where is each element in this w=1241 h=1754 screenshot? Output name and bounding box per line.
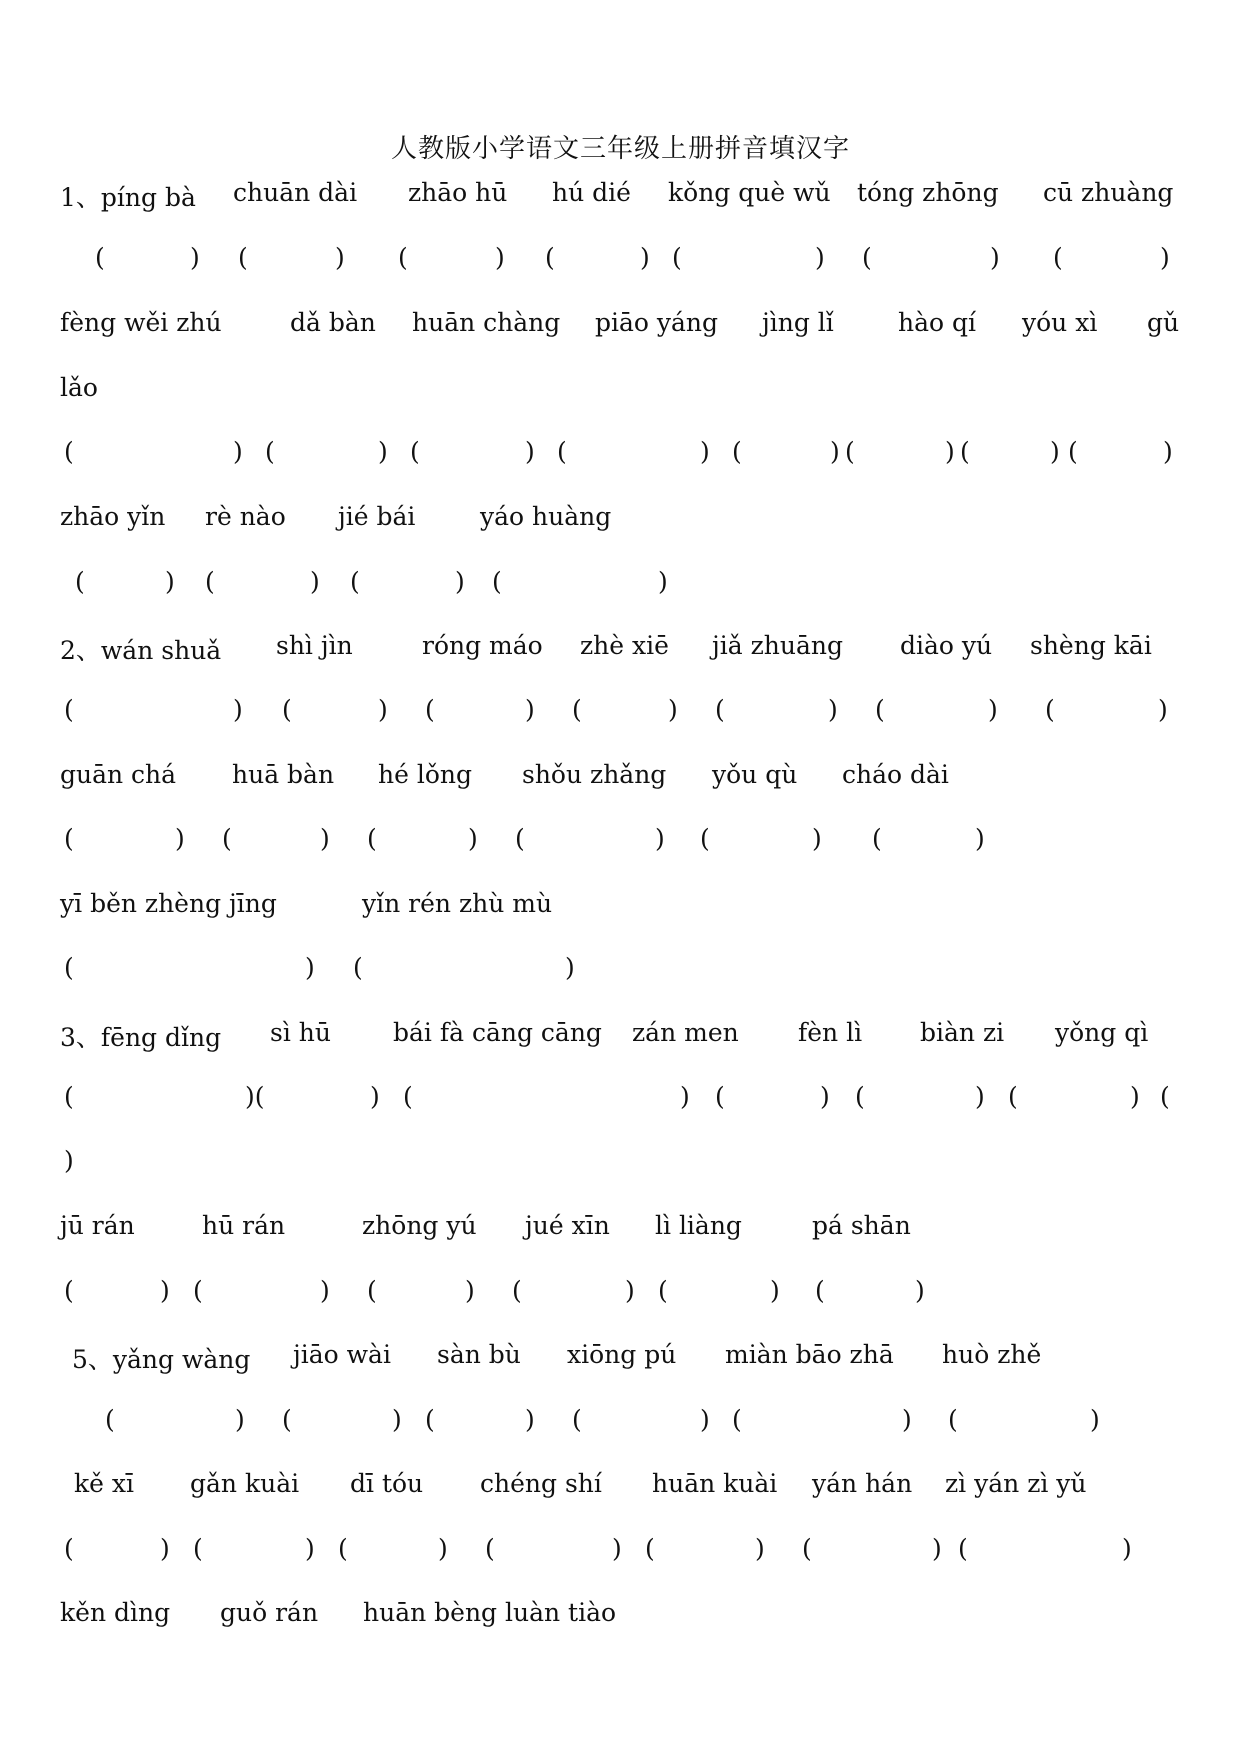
- pinyin-word: piāo yáng: [595, 308, 719, 337]
- answer-blank-paren: ): [915, 1276, 925, 1305]
- answer-blank-paren: ): [1130, 1082, 1140, 1111]
- answer-blank-paren: (: [732, 437, 742, 466]
- pinyin-word: huān kuài: [652, 1469, 778, 1498]
- answer-blank-paren: ): [392, 1405, 402, 1434]
- answer-blank-paren: (: [960, 437, 970, 466]
- answer-blank-paren: ): [233, 695, 243, 724]
- pinyin-word: zhōng yú: [362, 1211, 477, 1240]
- answer-blank-paren: ): [175, 824, 185, 853]
- answer-blank-paren: ): [305, 1534, 315, 1563]
- answer-blank-paren: ): [320, 1276, 330, 1305]
- answer-blank-paren: ): [495, 243, 505, 272]
- answer-blank-paren: (: [75, 567, 85, 596]
- pinyin-word: pá shān: [812, 1211, 911, 1240]
- answer-blank-paren: (: [282, 1405, 292, 1434]
- answer-blank-paren: (: [572, 695, 582, 724]
- pinyin-word: hū rán: [202, 1211, 286, 1240]
- answer-blank-paren: ): [902, 1405, 912, 1434]
- pinyin-word: guǒ rán: [220, 1598, 319, 1627]
- pinyin-word: hé lǒng: [378, 760, 472, 789]
- answer-blank-row: [0, 1276, 1241, 1310]
- answer-blank-paren: ): [680, 1082, 690, 1111]
- answer-blank-paren: (: [557, 437, 567, 466]
- pinyin-row: [0, 502, 1241, 536]
- answer-blank-paren: (: [802, 1534, 812, 1563]
- answer-blank-paren: (: [658, 1276, 668, 1305]
- answer-blank-row: [0, 1534, 1241, 1568]
- answer-blank-paren: (: [715, 1082, 725, 1111]
- answer-blank-paren: (: [398, 243, 408, 272]
- answer-blank-paren: ): [1122, 1534, 1132, 1563]
- pinyin-word: fèng wěi zhú: [60, 308, 222, 337]
- answer-blank-paren: (: [958, 1534, 968, 1563]
- pinyin-word: miàn bāo zhā: [725, 1340, 894, 1369]
- answer-blank-paren: (: [193, 1276, 203, 1305]
- pinyin-word: kǒng què wǔ: [668, 178, 831, 207]
- pinyin-word: cháo dài: [842, 760, 949, 789]
- answer-blank-paren: ): [565, 953, 575, 982]
- answer-blank-paren: ): [233, 437, 243, 466]
- pinyin-row: [0, 1469, 1241, 1503]
- answer-blank-paren: (: [1008, 1082, 1018, 1111]
- answer-blank-paren: ): [160, 1534, 170, 1563]
- answer-blank-paren: (: [732, 1405, 742, 1434]
- pinyin-word: 1、píng bà: [60, 183, 196, 212]
- answer-blank-paren: (: [845, 437, 855, 466]
- pinyin-word: kěn dìng: [60, 1598, 171, 1627]
- answer-blank-paren: ): [1050, 437, 1060, 466]
- answer-blank-paren: (: [64, 1276, 74, 1305]
- answer-blank-paren: ): [370, 1082, 380, 1111]
- pinyin-word: zhāo hū: [408, 178, 508, 207]
- answer-blank-paren: (: [572, 1405, 582, 1434]
- answer-blank-paren: ): [770, 1276, 780, 1305]
- answer-blank-paren: ): [378, 695, 388, 724]
- pinyin-word: 3、fēng dǐng: [60, 1023, 222, 1052]
- answer-blank-paren: (: [282, 695, 292, 724]
- pinyin-word: jiāo wài: [293, 1340, 391, 1369]
- answer-blank-paren: (: [64, 1534, 74, 1563]
- answer-blank-paren: (: [855, 1082, 865, 1111]
- answer-blank-paren: (: [367, 824, 377, 853]
- pinyin-word: guān chá: [60, 760, 177, 789]
- answer-blank-paren: (: [875, 695, 885, 724]
- pinyin-word: zán men: [632, 1018, 739, 1047]
- answer-blank-paren: (: [425, 1405, 435, 1434]
- answer-blank-paren: ): [828, 695, 838, 724]
- pinyin-word: xiōng pú: [567, 1340, 677, 1369]
- answer-blank-paren: (: [492, 567, 502, 596]
- answer-blank-paren: ): [815, 243, 825, 272]
- pinyin-word: bái fà cāng cāng: [393, 1018, 602, 1047]
- answer-blank-paren: (: [95, 243, 105, 272]
- answer-blank-paren: (: [672, 243, 682, 272]
- answer-blank-row: [0, 953, 1241, 987]
- answer-blank-row: [0, 1146, 1241, 1180]
- pinyin-word: yǒu qù: [712, 760, 798, 789]
- answer-blank-paren: ): [1160, 243, 1170, 272]
- answer-blank-paren: ): [668, 695, 678, 724]
- answer-blank-paren: (: [105, 1405, 115, 1434]
- answer-blank-paren: (: [515, 824, 525, 853]
- pinyin-row: [0, 178, 1241, 212]
- page-title: 人教版小学语文三年级上册拼音填汉字: [390, 134, 850, 164]
- pinyin-word: yǒng qì: [1055, 1018, 1149, 1047]
- answer-blank-paren: (: [64, 695, 74, 724]
- answer-blank-paren: ): [700, 437, 710, 466]
- pinyin-word: 5、yǎng wàng: [72, 1345, 251, 1374]
- answer-blank-paren: (: [715, 695, 725, 724]
- answer-blank-paren: (: [512, 1276, 522, 1305]
- answer-blank-paren: (: [205, 567, 215, 596]
- answer-blank-paren: (: [948, 1405, 958, 1434]
- answer-blank-paren: ): [1158, 695, 1168, 724]
- answer-blank-paren: (: [1068, 437, 1078, 466]
- answer-blank-paren: (: [350, 567, 360, 596]
- answer-blank-row: [0, 243, 1241, 277]
- pinyin-word: fèn lì: [798, 1018, 863, 1047]
- answer-blank-paren: (: [545, 243, 555, 272]
- pinyin-word: huò zhě: [942, 1340, 1042, 1369]
- answer-blank-paren: (: [862, 243, 872, 272]
- answer-blank-paren: ): [525, 695, 535, 724]
- answer-blank-paren: (: [410, 437, 420, 466]
- pinyin-word: zì yán zì yǔ: [945, 1469, 1087, 1498]
- pinyin-word: huān bèng luàn tiào: [363, 1598, 617, 1627]
- answer-blank-paren: ): [932, 1534, 942, 1563]
- answer-blank-paren: ): [830, 437, 840, 466]
- answer-blank-paren: (: [872, 824, 882, 853]
- pinyin-word: róng máo: [422, 631, 543, 660]
- answer-blank-paren: ): [320, 824, 330, 853]
- answer-blank-paren: (: [1160, 1082, 1170, 1111]
- pinyin-word: hào qí: [898, 308, 977, 337]
- pinyin-row: [0, 1211, 1241, 1245]
- answer-blank-row: [0, 567, 1241, 601]
- answer-blank-paren: )(: [245, 1082, 265, 1111]
- answer-blank-paren: ): [235, 1405, 245, 1434]
- answer-blank-paren: (: [1053, 243, 1063, 272]
- answer-blank-paren: ): [990, 243, 1000, 272]
- pinyin-word: dī tóu: [350, 1469, 424, 1498]
- pinyin-word: cū zhuàng: [1043, 178, 1174, 207]
- answer-blank-paren: ): [525, 1405, 535, 1434]
- pinyin-word: yáo huàng: [480, 502, 612, 531]
- answer-blank-paren: ): [988, 695, 998, 724]
- pinyin-word: yán hán: [812, 1469, 913, 1498]
- pinyin-word: jié bái: [338, 502, 416, 531]
- answer-blank-paren: ): [625, 1276, 635, 1305]
- answer-blank-row: [0, 437, 1241, 471]
- answer-blank-paren: ): [640, 243, 650, 272]
- pinyin-word: kě xī: [74, 1469, 134, 1498]
- answer-blank-paren: (: [1045, 695, 1055, 724]
- answer-blank-paren: ): [612, 1534, 622, 1563]
- answer-blank-paren: ): [755, 1534, 765, 1563]
- pinyin-word: jiǎ zhuāng: [712, 631, 843, 660]
- answer-blank-paren: ): [64, 1146, 74, 1175]
- answer-blank-paren: ): [468, 824, 478, 853]
- pinyin-word: lì liàng: [655, 1211, 742, 1240]
- answer-blank-paren: ): [438, 1534, 448, 1563]
- pinyin-word: huān chàng: [412, 308, 561, 337]
- answer-blank-paren: ): [165, 567, 175, 596]
- pinyin-row: [0, 373, 1241, 407]
- pinyin-word: rè nào: [205, 502, 286, 531]
- pinyin-word: biàn zi: [920, 1018, 1005, 1047]
- answer-blank-paren: (: [64, 953, 74, 982]
- pinyin-word: zhè xiē: [580, 631, 669, 660]
- answer-blank-paren: ): [655, 824, 665, 853]
- pinyin-word: jìng lǐ: [762, 308, 834, 337]
- answer-blank-paren: ): [700, 1405, 710, 1434]
- answer-blank-paren: ): [1163, 437, 1173, 466]
- pinyin-word: yī běn zhèng jīng: [60, 889, 277, 918]
- pinyin-row: [0, 1340, 1241, 1374]
- pinyin-word: jū rán: [60, 1211, 135, 1240]
- answer-blank-paren: (: [222, 824, 232, 853]
- answer-blank-paren: ): [305, 953, 315, 982]
- answer-blank-paren: ): [525, 437, 535, 466]
- answer-blank-paren: ): [335, 243, 345, 272]
- pinyin-row: [0, 308, 1241, 342]
- answer-blank-paren: (: [64, 824, 74, 853]
- pinyin-row: [0, 1018, 1241, 1052]
- answer-blank-paren: ): [190, 243, 200, 272]
- answer-blank-paren: ): [945, 437, 955, 466]
- pinyin-word: chuān dài: [233, 178, 358, 207]
- answer-blank-paren: (: [403, 1082, 413, 1111]
- answer-blank-paren: ): [658, 567, 668, 596]
- answer-blank-paren: ): [455, 567, 465, 596]
- answer-blank-paren: (: [367, 1276, 377, 1305]
- answer-blank-paren: (: [425, 695, 435, 724]
- pinyin-row: [0, 760, 1241, 794]
- answer-blank-paren: ): [975, 1082, 985, 1111]
- pinyin-word: sàn bù: [437, 1340, 521, 1369]
- answer-blank-paren: (: [700, 824, 710, 853]
- pinyin-word: hú dié: [552, 178, 631, 207]
- pinyin-row: [0, 631, 1241, 665]
- pinyin-word: zhāo yǐn: [60, 502, 166, 531]
- pinyin-word: tóng zhōng: [857, 178, 999, 207]
- pinyin-word: chéng shí: [480, 1469, 602, 1498]
- answer-blank-row: [0, 1082, 1241, 1116]
- answer-blank-paren: (: [64, 1082, 74, 1111]
- pinyin-word: sì hū: [270, 1018, 331, 1047]
- answer-blank-paren: (: [64, 437, 74, 466]
- answer-blank-row: [0, 1405, 1241, 1439]
- answer-blank-paren: ): [975, 824, 985, 853]
- pinyin-word: jué xīn: [525, 1211, 610, 1240]
- answer-blank-paren: (: [265, 437, 275, 466]
- pinyin-word: huā bàn: [232, 760, 335, 789]
- answer-blank-paren: (: [338, 1534, 348, 1563]
- answer-blank-paren: (: [645, 1534, 655, 1563]
- pinyin-word: gǎn kuài: [190, 1469, 300, 1498]
- pinyin-word: dǎ bàn: [290, 308, 376, 337]
- pinyin-word: yǐn rén zhù mù: [362, 889, 553, 918]
- pinyin-word: shì jìn: [276, 631, 353, 660]
- answer-blank-paren: (: [238, 243, 248, 272]
- answer-blank-row: [0, 695, 1241, 729]
- answer-blank-paren: ): [820, 1082, 830, 1111]
- pinyin-word: yóu xì: [1022, 308, 1098, 337]
- answer-blank-paren: (: [815, 1276, 825, 1305]
- answer-blank-paren: (: [193, 1534, 203, 1563]
- pinyin-word: 2、wán shuǎ: [60, 636, 222, 665]
- pinyin-word: gǔ: [1147, 308, 1180, 337]
- pinyin-word: shèng kāi: [1030, 631, 1152, 660]
- answer-blank-row: [0, 824, 1241, 858]
- answer-blank-paren: (: [485, 1534, 495, 1563]
- pinyin-row: [0, 889, 1241, 923]
- answer-blank-paren: ): [812, 824, 822, 853]
- pinyin-row: [0, 1598, 1241, 1632]
- answer-blank-paren: ): [160, 1276, 170, 1305]
- pinyin-word: diào yú: [900, 631, 993, 660]
- answer-blank-paren: (: [353, 953, 363, 982]
- answer-blank-paren: ): [465, 1276, 475, 1305]
- pinyin-word: lǎo: [60, 373, 98, 402]
- pinyin-word: shǒu zhǎng: [522, 760, 667, 789]
- answer-blank-paren: ): [1090, 1405, 1100, 1434]
- answer-blank-paren: ): [378, 437, 388, 466]
- answer-blank-paren: ): [310, 567, 320, 596]
